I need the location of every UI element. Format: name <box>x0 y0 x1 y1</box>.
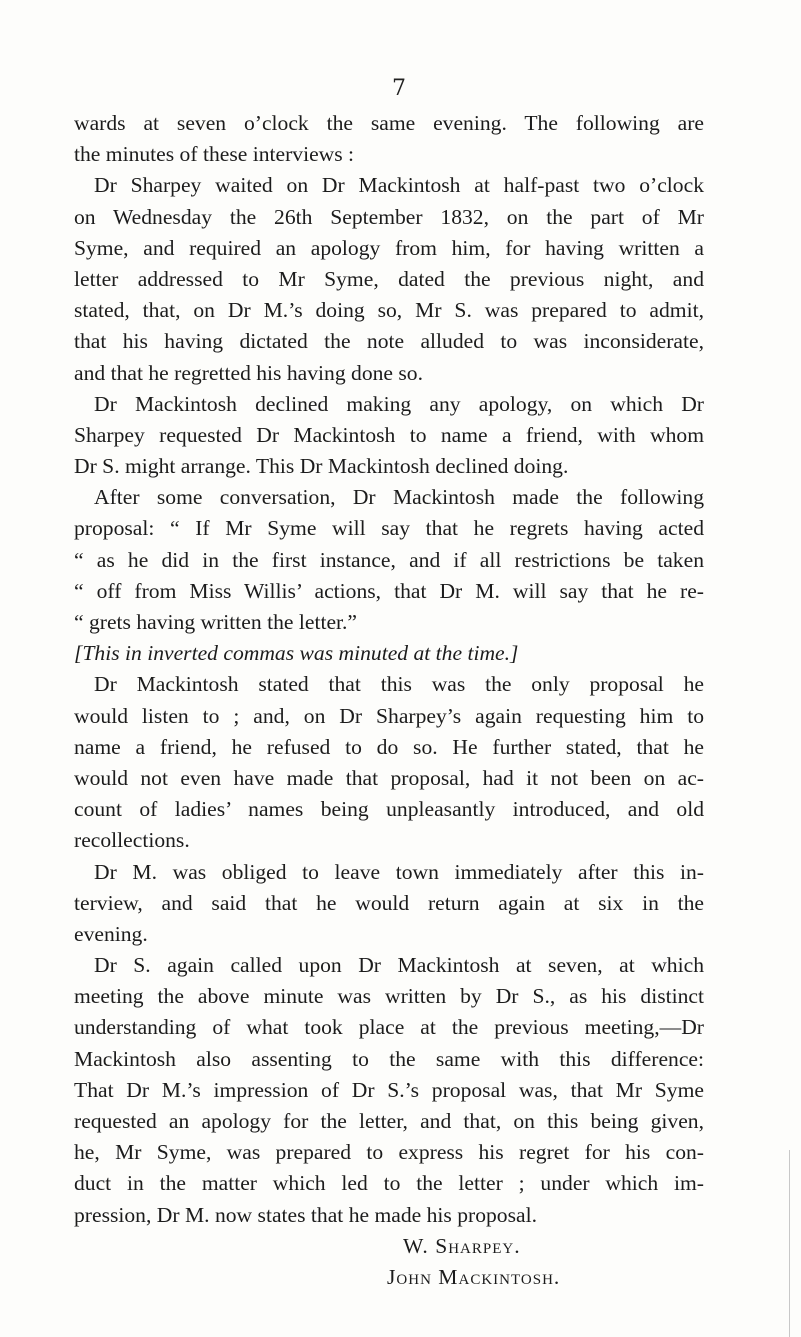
text-line: Dr M. was obliged to leave town immediately after this in- <box>94 859 704 884</box>
text-line: name a friend, he refused to do so. He further stated, that he <box>74 734 704 759</box>
text-line: Sharpey requested Dr Mackintosh to name a friend, with whom <box>74 422 704 447</box>
text-line: wards at seven o’clock the same evening. The following are <box>74 111 704 135</box>
editorial-note: [This in inverted commas was minuted at the time.] <box>74 641 519 666</box>
body-text <box>74 108 704 1293</box>
text-line: terview, and said that he would return again at six in the <box>74 890 704 915</box>
text-line: the minutes of these interviews : <box>74 142 355 167</box>
text-line: Dr Sharpey waited on Dr Mackintosh at half-past two o’clock <box>94 173 704 198</box>
text-line: “ as he did in the first instance, and if all restrictions be taken <box>74 547 704 572</box>
page-number: 7 <box>392 76 406 101</box>
text-line: understanding of what took place at the previous meeting,—Dr <box>74 1015 704 1040</box>
text-line: Dr S. might arrange. This Dr Mackintosh declined doing. <box>74 454 569 479</box>
text-line: meeting the above minute was written by Dr S., as his distinct <box>74 984 704 1009</box>
text-line: he, Mr Syme, was prepared to express his regret for his con- <box>74 1140 704 1165</box>
text-line: would not even have made that proposal, had it not been on ac- <box>74 765 704 790</box>
text-line: Mackintosh also assenting to the same with this difference: <box>74 1046 704 1071</box>
text-line: “ grets having written the letter.” <box>74 610 358 634</box>
text-line: on Wednesday the 26th September 1832, on the part of Mr <box>74 204 704 229</box>
page-edge-shadow <box>789 1150 790 1337</box>
text-line: “ off from Miss Willis’ actions, that Dr M. will say that he re- <box>74 578 704 603</box>
text-line: Dr S. again called upon Dr Mackintosh at seven, at which <box>94 953 704 978</box>
text-line: proposal: “ If Mr Syme will say that he regrets having acted <box>74 516 704 541</box>
text-line: That Dr M.’s impression of Dr S.’s proposal was, that Mr Syme <box>74 1077 704 1102</box>
signature-sharpey: W. Sharpey. <box>403 1233 521 1258</box>
text-line: requested an apology for the letter, and that, on this being given, <box>74 1109 704 1133</box>
signature-mackintosh: John Mackintosh. <box>387 1264 561 1289</box>
text-line: stated, that, on Dr M.’s doing so, Mr S. was prepared to admit, <box>74 298 704 323</box>
text-line: count of ladies’ names being unpleasantly introduced, and old <box>74 797 704 822</box>
text-line: and that he regretted his having done so. <box>74 360 424 385</box>
text-line: Syme, and required an apology from him, for having written a <box>74 235 704 260</box>
text-line: recollections. <box>74 828 190 853</box>
text-line: After some conversation, Dr Mackintosh made the following <box>94 485 704 510</box>
text-line: pression, Dr M. now states that he made his proposal. <box>74 1202 537 1227</box>
text-line: duct in the matter which led to the letter ; under which im- <box>74 1171 704 1196</box>
text-line: that his having dictated the note alluded to was inconsiderate, <box>74 329 704 354</box>
text-line: Dr Mackintosh stated that this was the only proposal he <box>94 672 704 697</box>
text-line: Dr Mackintosh declined making any apology, on which Dr <box>94 391 704 416</box>
text-line: evening. <box>74 921 148 946</box>
text-line: letter addressed to Mr Syme, dated the previous night, and <box>74 266 704 291</box>
text-line: would listen to ; and, on Dr Sharpey’s again requesting him to <box>74 703 704 728</box>
